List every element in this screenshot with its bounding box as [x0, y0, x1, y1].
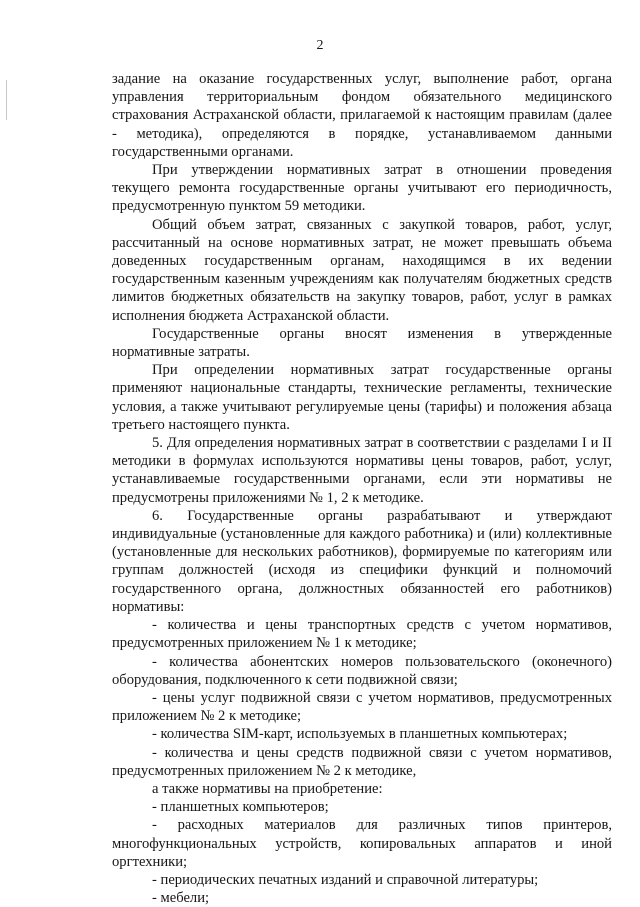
- list-item: - мебели;: [152, 890, 210, 907]
- list-item: - периодических печатных изданий и справочной литературы;: [152, 871, 539, 888]
- list-item: - расходных материалов для различных типов принтеров, многофункциональных устройств, копировальных аппаратов и иной оргтехники;: [112, 817, 612, 870]
- list-item: - количества абонентских номеров пользовательского (оконечного) оборудования, подключенного к сети подвижной связи;: [112, 653, 612, 688]
- paragraph-section-5: 5. Для определения нормативных затрат в соответствии с разделами I и II методики в формулах используются нормативы цены товаров, работ, услуг, устанавливаемые государственными органами, если эти нормативы не предусмотрены приложениями № 1, 2 к методике.: [112, 435, 612, 506]
- list-item: - цены услуг подвижной связи с учетом нормативов, предусмотренных приложением № 2 к методике;: [112, 689, 612, 725]
- lead-in-text: а также нормативы на приобретение:: [152, 780, 383, 797]
- list-item: - количества SIM-карт, используемых в планшетных компьютерах;: [152, 726, 568, 743]
- paragraph-changes: Государственные органы вносят изменения в утвержденные нормативные затраты.: [112, 325, 612, 361]
- document-body: [112, 70, 612, 907]
- list-item: - количества и цены транспортных средств с учетом нормативов, предусмотренных приложением № 1 к методике;: [112, 617, 612, 652]
- paragraph-repair-periodicity: При утверждении нормативных затрат в отношении проведения текущего ремонта государственные органы учитывают его периодичность, предусмотренную пунктом 59 методики.: [112, 162, 612, 215]
- paragraph-section-6: 6. Государственные органы разрабатывают и утверждают индивидуальные (установленные для каждого работника) и (или) коллективные (установленные для нескольких работников), формируемые по категориям или группам должностей (исходя из специфики функций и полномочий государственного органа, должностных обязанностей его работников) нормативы:: [112, 507, 612, 615]
- page-number: 2: [316, 38, 324, 53]
- paragraph-continuation: задание на оказание государственных услуг, выполнение работ, органа управления территориальным фондом обязательного медицинского страхования Астраханской области, прилагаемой к настоящим правилам (далее - методика), определяются в порядке, устанавливаемом данными государственными органами.: [112, 71, 612, 160]
- scan-margin-mark: [6, 80, 7, 120]
- paragraph-total-costs: Общий объем затрат, связанных с закупкой товаров, работ, услуг, рассчитанный на основе нормативных затрат, не может превышать объема доведенных государственным органам, находящимся в их ведении государственным казенным учреждениям как получателям бюджетных средств лимитов бюджетных обязательств на закупку товаров, работ, услуг в рамках исполнения бюджета Астраханской области.: [112, 216, 612, 324]
- list-item: - планшетных компьютеров;: [152, 799, 329, 816]
- list-item: - количества и цены средств подвижной связи с учетом нормативов, предусмотренных приложением № 2 к методике,: [112, 744, 612, 779]
- paragraph-standards: При определении нормативных затрат государственные органы применяют национальные стандарты, технические регламенты, технические условия, а также учитывают регулируемые цены (тарифы) и положения абзаца третьего настоящего пункта.: [112, 362, 612, 433]
